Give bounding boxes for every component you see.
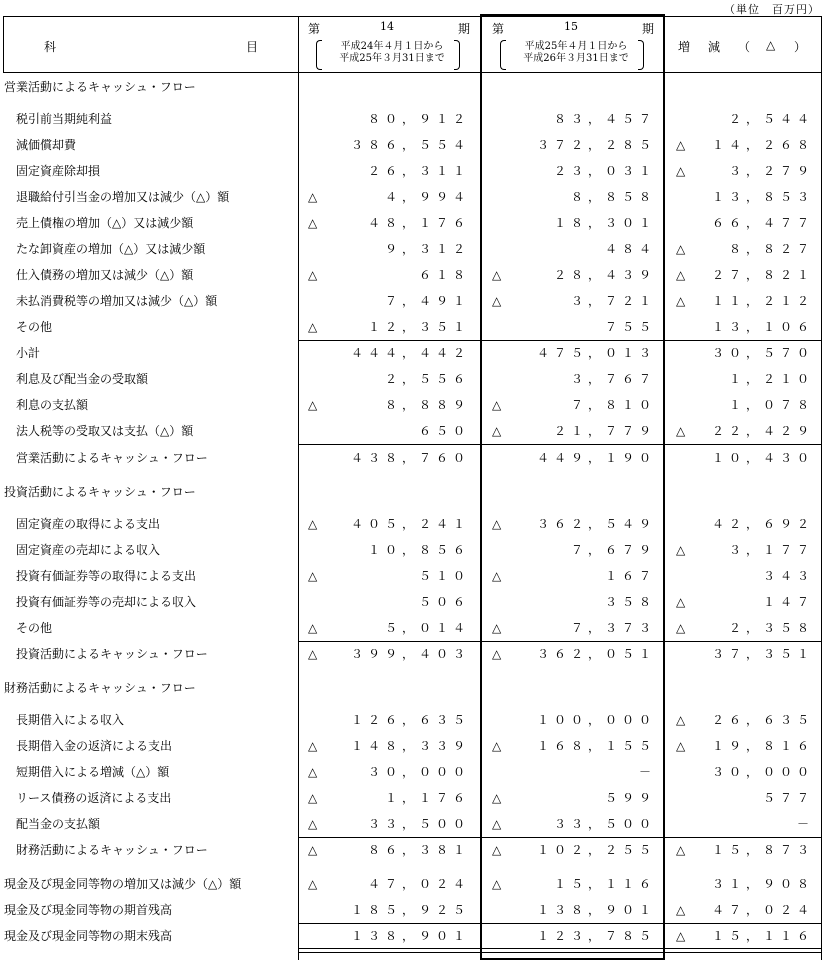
p15-value: ４４９，１９０ — [536, 451, 656, 465]
diff-value: ２６，６３５ — [711, 713, 814, 727]
diff-value: ３０，０００ — [711, 765, 814, 779]
p15-value: － — [638, 765, 656, 779]
diff-value: １９，８１６ — [711, 739, 814, 753]
p15-value: ７，３７３ — [570, 621, 656, 635]
p15-negative-sign: △ — [492, 739, 502, 753]
p15-value: ３７２，２８５ — [536, 138, 656, 152]
p14-value: ４０５，２４１ — [350, 517, 470, 531]
p14-value: １，１７６ — [384, 791, 470, 805]
p14-negative-sign: △ — [308, 569, 318, 583]
p15-value: １００，０００ — [536, 713, 656, 727]
p14-value: ８０，９１２ — [367, 112, 470, 126]
diff-value: ４７，０２４ — [711, 903, 814, 917]
row-label: リース債務の返済による支出 — [16, 791, 172, 805]
diff-value: ８，８２７ — [728, 242, 814, 256]
p14-value: ３８６，５５４ — [350, 138, 470, 152]
row-label: 長期借入による収入 — [16, 713, 125, 727]
header-p14-bracket-right — [454, 40, 460, 70]
header-p14-bracket-left — [316, 40, 322, 70]
p14-negative-sign: △ — [308, 843, 318, 857]
p15-value: １３８，９０１ — [536, 903, 656, 917]
header-diff-a: 増 — [678, 40, 691, 54]
p14-value: ４４４，４４２ — [350, 346, 470, 360]
p14-negative-sign: △ — [308, 268, 318, 282]
row-label: 短期借入による増減（△）額 — [16, 765, 170, 779]
diff-value: １４７ — [762, 595, 814, 609]
row-label: 現金及び現金同等物の期首残高 — [4, 903, 173, 917]
total-double-rule-2 — [298, 952, 822, 953]
p14-value: １２，３５１ — [367, 320, 470, 334]
row-label: 投資活動によるキャッシュ・フロー — [16, 647, 208, 661]
p15-value: ７，８１０ — [570, 398, 656, 412]
row-label: その他 — [16, 621, 53, 635]
p14-value: ４３８，７６０ — [350, 451, 470, 465]
diff-value: ４２，６９２ — [711, 517, 814, 531]
diff-negative-sign: △ — [676, 595, 686, 609]
p15-value: ８，８５８ — [570, 190, 656, 204]
row-label: 税引前当期純利益 — [16, 112, 113, 126]
p15-negative-sign: △ — [492, 843, 502, 857]
p14-negative-sign: △ — [308, 739, 318, 753]
diff-negative-sign: △ — [676, 713, 686, 727]
p15-negative-sign: △ — [492, 791, 502, 805]
row-label: 減価償却費 — [16, 138, 77, 152]
p14-value: ５１０ — [418, 569, 470, 583]
row-label: 配当金の支払額 — [16, 817, 101, 831]
row-label: 売上債権の増加（△）又は減少額 — [16, 216, 194, 230]
diff-negative-sign: △ — [676, 164, 686, 178]
column-divider-subject — [298, 16, 299, 960]
p14-value: ４８，１７６ — [367, 216, 470, 230]
diff-negative-sign: △ — [676, 903, 686, 917]
header-p14-label-b: 期 — [458, 22, 471, 36]
row-label: 営業活動によるキャッシュ・フロー — [16, 451, 208, 465]
p15-value: ３３，５００ — [553, 817, 656, 831]
row-label: 現金及び現金同等物の期末残高 — [4, 929, 173, 943]
row-label: 未払消費税等の増加又は減少（△）額 — [16, 294, 218, 308]
p14-value: ３９９，４０３ — [350, 647, 470, 661]
diff-value: １，２１０ — [728, 372, 814, 386]
p14-negative-sign: △ — [308, 877, 318, 891]
diff-negative-sign: △ — [676, 843, 686, 857]
diff-value: ３０，５７０ — [711, 346, 814, 360]
p15-negative-sign: △ — [492, 517, 502, 531]
diff-value: １５，８７３ — [711, 843, 814, 857]
p15-negative-sign: △ — [492, 817, 502, 831]
diff-negative-sign: △ — [676, 424, 686, 438]
p15-negative-sign: △ — [492, 569, 502, 583]
p14-value: ６５０ — [418, 424, 470, 438]
table-top-rule — [3, 16, 822, 17]
p15-value: ３６２，０５１ — [536, 647, 656, 661]
p15-negative-sign: △ — [492, 398, 502, 412]
diff-value: ２２，４２９ — [711, 424, 814, 438]
p15-value: ３，７２１ — [570, 294, 656, 308]
diff-value: ３１，９０８ — [711, 877, 814, 891]
header-subject-1: 科 — [44, 40, 57, 54]
current-period-column-frame — [480, 14, 665, 960]
row-label: 長期借入金の返済による支出 — [16, 739, 173, 753]
row-label: 投資有価証券等の取得による支出 — [16, 569, 197, 583]
row-label: 利息及び配当金の受取額 — [16, 372, 149, 386]
header-bottom-rule — [3, 72, 822, 73]
p15-value: １６７ — [604, 569, 656, 583]
p14-negative-sign: △ — [308, 517, 318, 531]
diff-negative-sign: △ — [676, 268, 686, 282]
row-label: 現金及び現金同等物の増加又は減少（△）額 — [4, 877, 242, 891]
diff-value: ３４３ — [762, 569, 814, 583]
row-label: 財務活動によるキャッシュ・フロー — [4, 681, 196, 695]
total-double-rule-1 — [298, 948, 822, 949]
p15-value: ４８４ — [604, 242, 656, 256]
diff-value: １４，２６８ — [711, 138, 814, 152]
table-left-border — [3, 16, 4, 72]
p15-value: ８３，４５７ — [553, 112, 656, 126]
diff-value: １０，４３０ — [711, 451, 814, 465]
p14-negative-sign: △ — [308, 791, 318, 805]
row-label: 固定資産の売却による収入 — [16, 543, 161, 557]
p15-negative-sign: △ — [492, 424, 502, 438]
diff-value: ３７，３５１ — [711, 647, 814, 661]
diff-negative-sign: △ — [676, 138, 686, 152]
p14-value: ８６，３８１ — [367, 843, 470, 857]
header-p14-range — [324, 41, 460, 65]
p15-value: ２３，０３１ — [553, 164, 656, 178]
row-label: 仕入債務の増加又は減少（△）額 — [16, 268, 194, 282]
p15-value: ２１，７７９ — [553, 424, 656, 438]
header-diff-e: ） — [794, 40, 807, 54]
header-p14-label-a: 第 — [308, 22, 321, 36]
header-diff-b: 減 — [708, 40, 721, 54]
row-label: 小計 — [16, 346, 41, 360]
row-label: 投資活動によるキャッシュ・フロー — [4, 485, 196, 499]
diff-value: ２，３５８ — [728, 621, 814, 635]
diff-negative-sign: △ — [676, 543, 686, 557]
p14-negative-sign: △ — [308, 190, 318, 204]
header-diff-d: △ — [766, 38, 776, 52]
p15-value: １６８，１５５ — [536, 739, 656, 753]
p14-value: １８５，９２５ — [350, 903, 470, 917]
row-label: 法人税等の受取又は支払（△）額 — [16, 424, 194, 438]
row-label: 固定資産除却損 — [16, 164, 101, 178]
p14-value: ３３，５００ — [367, 817, 470, 831]
diff-value: １３，８５３ — [711, 190, 814, 204]
p14-negative-sign: △ — [308, 320, 318, 334]
table-right-border — [821, 16, 822, 960]
row-label: 利息の支払額 — [16, 398, 89, 412]
p15-negative-sign: △ — [492, 621, 502, 635]
p15-value: ３６２，５４９ — [536, 517, 656, 531]
p14-value: ７，４９１ — [384, 294, 470, 308]
diff-value: １３，１０６ — [711, 320, 814, 334]
p15-value: １２３，７８５ — [536, 929, 656, 943]
header-p14-range-start: 平成24年４月１日から — [340, 41, 444, 52]
header-p14-range-end: 平成25年３月31日まで — [339, 53, 445, 64]
p14-value: ４，９９４ — [384, 190, 470, 204]
p14-value: ２６，３１１ — [367, 164, 470, 178]
p14-negative-sign: △ — [308, 398, 318, 412]
row-label: 投資有価証券等の売却による収入 — [16, 595, 197, 609]
row-label: 営業活動によるキャッシュ・フロー — [4, 80, 196, 94]
p14-value: ９，３１２ — [384, 242, 470, 256]
p14-negative-sign: △ — [308, 216, 318, 230]
p14-value: ５０６ — [418, 595, 470, 609]
diff-value: ３，２７９ — [728, 164, 814, 178]
row-label: 固定資産の取得による支出 — [16, 517, 161, 531]
diff-value: １１，２１２ — [711, 294, 814, 308]
p15-negative-sign: △ — [492, 294, 502, 308]
header-p14-number: 14 — [380, 20, 394, 33]
p15-negative-sign: △ — [492, 647, 502, 661]
row-label: その他 — [16, 320, 53, 334]
diff-negative-sign: △ — [676, 621, 686, 635]
p14-value: ４７，０２４ — [367, 877, 470, 891]
p14-negative-sign: △ — [308, 647, 318, 661]
p15-negative-sign: △ — [492, 268, 502, 282]
header-diff-c: （ — [738, 40, 751, 54]
p14-value: ５，０１４ — [384, 621, 470, 635]
diff-value: － — [796, 817, 814, 831]
p15-value: ７，６７９ — [570, 543, 656, 557]
header-p15-number: 15 — [564, 20, 578, 33]
diff-value: ２７，８２１ — [711, 268, 814, 282]
header-p15-range-start: 平成25年４月１日から — [524, 41, 628, 52]
p15-value: １８，３０１ — [553, 216, 656, 230]
p14-value: １４８，３３９ — [350, 739, 470, 753]
diff-negative-sign: △ — [676, 929, 686, 943]
row-label: 退職給付引当金の増加又は減少（△）額 — [16, 190, 230, 204]
p15-value: ５９９ — [604, 791, 656, 805]
diff-value: １，０７８ — [728, 398, 814, 412]
p14-value: ２，５５６ — [384, 372, 470, 386]
header-p15-label-a: 第 — [492, 22, 505, 36]
row-label: 財務活動によるキャッシュ・フロー — [16, 843, 208, 857]
p14-negative-sign: △ — [308, 765, 318, 779]
p15-value: ３５８ — [604, 595, 656, 609]
diff-value: １５，１１６ — [711, 929, 814, 943]
diff-value: ６６，４７７ — [711, 216, 814, 230]
header-subject-2: 目 — [246, 40, 259, 54]
diff-value: ２，５４４ — [728, 112, 814, 126]
p15-value: ３，７６７ — [570, 372, 656, 386]
p14-value: １３８，９０１ — [350, 929, 470, 943]
p14-negative-sign: △ — [308, 621, 318, 635]
p14-negative-sign: △ — [308, 817, 318, 831]
row-label: たな卸資産の増加（△）又は減少額 — [16, 242, 206, 256]
p15-negative-sign: △ — [492, 877, 502, 891]
p14-value: １２６，６３５ — [350, 713, 470, 727]
p15-value: １５，１１６ — [553, 877, 656, 891]
p15-value: ４７５，０１３ — [536, 346, 656, 360]
p15-value: ７５５ — [604, 320, 656, 334]
p14-value: １０，８５６ — [367, 543, 470, 557]
diff-value: ３，１７７ — [728, 543, 814, 557]
p15-value: ２８，４３９ — [553, 268, 656, 282]
header-p15-label-b: 期 — [642, 22, 655, 36]
p14-value: ６１８ — [418, 268, 470, 282]
diff-negative-sign: △ — [676, 294, 686, 308]
p14-value: ３０，０００ — [367, 765, 470, 779]
diff-negative-sign: △ — [676, 242, 686, 256]
diff-negative-sign: △ — [676, 739, 686, 753]
diff-value: ５７７ — [762, 791, 814, 805]
unit-label: （単位 百万円） — [724, 3, 820, 16]
p15-value: １０２，２５５ — [536, 843, 656, 857]
p14-value: ８，８８９ — [384, 398, 470, 412]
header-p15-range-end: 平成26年３月31日まで — [523, 53, 629, 64]
